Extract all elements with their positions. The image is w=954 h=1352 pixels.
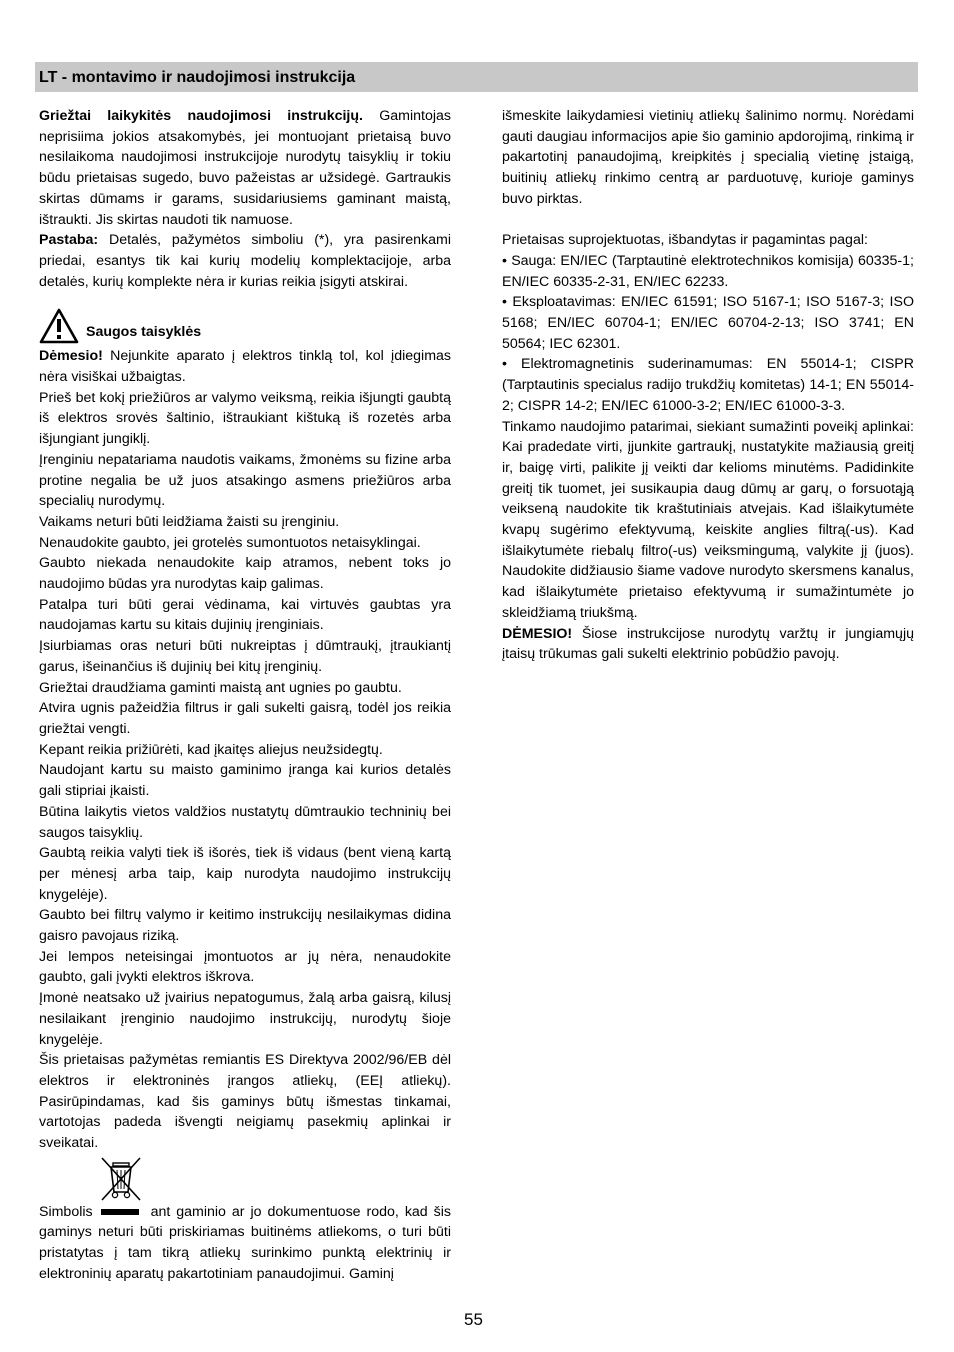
weee-symbol-row xyxy=(39,1156,451,1202)
safety-title: Saugos taisyklės xyxy=(86,324,202,341)
safety-paragraph: Nenaudokite gaubto, jei grotelės sumontuotos netaisyklingai. xyxy=(39,534,421,551)
safety-paragraph: Įrenginiu nepatariama naudotis vaikams, žmonėms su fizine arba protine negalia be už juos atsakingo asmens priežiūros arba specialių nurodymų. xyxy=(39,451,451,510)
safety-heading xyxy=(39,308,451,346)
safety-paragraph: Naudojant kartu su maisto gaminimo įranga kai kurios detalės gali stipriai įkaisti. xyxy=(39,762,451,800)
safety-paragraph: Gaubtą reikia valyti tiek iš išorės, tiek iš vidaus (bent vieną kartą per mėnesį arba taip, kaip nurodyta naudojimo instrukcijų knygelėje). xyxy=(39,845,451,903)
symbol-paragraph xyxy=(39,1202,451,1285)
warning-bold: DĖMESIO! xyxy=(502,625,573,642)
safety-paragraph: Gaubto niekada nenaudokite kaip atramos, nebent toks jo naudojimo būdas yra nurodytas kaip galimas. xyxy=(39,555,451,593)
standards-bullet: • Eksploatavimas: EN/IEC 61591; ISO 5167-1; ISO 5167-3; ISO 5168; EN/IEC 60704-1; EN/IEC 60704-2-13; ISO 3741; EN 50564; IEC 62301. xyxy=(502,294,914,352)
right-column xyxy=(502,106,914,665)
eco-tips-paragraph: Tinkamo naudojimo patarimai, siekiant sumažinti poveikį aplinkai: Kai pradedate virti, įjunkite gartraukį, nustatykite mažiausią greitį ir, baigę virti, palikite jį veikti dar kelioms minutėms. Padidinkite greitį tik tuomet, jei susikaupia daug dūmų ar garų, o forsuotąją veikseną naudokite tik kraštutiniais atvejais. Kad išlaikytumėte kvapų sugėrimo efektyvumą, keiskite anglies filtrą(-us). Kad išlaikytumėte riebalų filtro(-us) veiksmingumą, valykite jį (juos). Naudokite didžiausio šiame vadove nurodyto skersmens kanalus, kad išlaikytumėte prietaiso efektyvumą ir sumažintumėte jo skleidžiamą triukšmą. xyxy=(502,418,914,621)
attention-text: Nejunkite aparato į elektros tinklą tol, kol įdiegimas nėra visiškai užbaigtas. xyxy=(39,348,451,386)
standards-intro: Prietaisas suprojektuotas, išbandytas ir pagamintas pagal: xyxy=(502,232,868,249)
safety-paragraph: Atvira ugnis pažeidžia filtrus ir gali sukelti gaisrą, todėl jos reikia griežtai vengti. xyxy=(39,700,451,737)
warning-text: Šiose instrukcijose nurodytų varžtų ir jungiamųjų įtaisų trūkumas gali sukelti elektrinio pobūdžio pavojų. xyxy=(502,625,914,663)
crossed-bin-icon xyxy=(99,1156,143,1202)
black-bar-icon xyxy=(101,1209,139,1215)
safety-paragraph: Būtina laikytis vietos valdžios nustatytų dūmtraukio techninių bei saugos taisyklių. xyxy=(39,803,451,841)
standards-bullet: • Elektromagnetinis suderinamumas: EN 55014-1; CISPR (Tarptautinis specialus radijo trukdžių komitetas) 14-1; EN 55014-2; CISPR 14-2; EN/IEC 61000-3-2; EN/IEC 61000-3-3. xyxy=(502,356,914,414)
page-number: 55 xyxy=(464,1310,483,1329)
intro-text: Gamintojas neprisiima jokios atsakomybės, jei montuojant prietaisą buvo nesilaikoma naudojimosi instrukcijoje nurodytų taisyklių ir tokiu būdu prietaisas sugedo, buvo pažeistas ar užsidegė. Gartraukis skirtas dūmams ir garams, susidariusiems gaminant maistą, ištraukti. Jis skirtas naudoti tik namuose. xyxy=(39,108,451,228)
safety-paragraph: Kepant reikia prižiūrėti, kad įkaitęs aliejus neužsidegtų. xyxy=(39,741,383,758)
standards-bullet: • Sauga: EN/IEC (Tarptautinė elektrotechnikos komisija) 60335-1; EN/IEC 60335-2-31, EN/IEC 62233. xyxy=(502,252,914,290)
warning-triangle-icon xyxy=(39,308,79,344)
note-paragraph xyxy=(39,230,451,292)
safety-paragraph: Gaubto bei filtrų valymo ir keitimo instrukcijų nesilaikymas didina gaisro pavojaus riziką. xyxy=(39,907,451,945)
safety-paragraph: Įsiurbiamas oras neturi būti nukreiptas į dūmtraukį, įtraukiantį garus, išeinančius iš dujinių bei kitų įrenginių. xyxy=(39,638,451,675)
warning-paragraph xyxy=(502,624,914,665)
attention-paragraph xyxy=(39,346,451,387)
safety-paragraph: Jei lempos neteisingai įmontuotos ar jų nėra, nenaudokite gaubto, gali įvykti elektros iškrova. xyxy=(39,948,451,986)
section-title: LT - montavimo ir naudojimosi instrukcija xyxy=(39,69,356,86)
symbol-text: ant gaminio ar jo dokumentuose rodo, kad šis gaminys neturi būti priskiriamas buitinėms atliekoms, o turi būti pristatytas į tam tikrą atliekų surinkimo punktą elektrinių ir elektroninių aparatų pakartotiniam panaudojimui. Gaminį xyxy=(39,1203,451,1282)
attention-bold: Dėmesio! xyxy=(39,348,103,365)
note-bold: Pastaba: xyxy=(39,232,99,249)
safety-paragraph: Prieš bet kokį priežiūros ar valymo veiksmą, reikia išjungti gaubtą iš elektros srovės šaltinio, ištraukiant kištuką iš rozetės arba išjungiant jungiklį. xyxy=(39,389,451,448)
safety-paragraph: Griežtai draudžiama gaminti maistą ant ugnies po gaubtu. xyxy=(39,679,402,696)
disposal-paragraph: išmeskite laikydamiesi vietinių atliekų šalinimo normų. Norėdami gauti daugiau informacijos apie šio gaminio apdorojimą, rinkimą ir pakartotinį panaudojimą, kreipkitės į specialią vietinę įstaigą, buitinių atliekų rinkimo centrą ar parduotuvę, kurioje gaminys buvo pirktas. xyxy=(502,108,914,207)
left-column xyxy=(39,106,451,1285)
safety-paragraph: Patalpa turi būti gerai vėdinama, kai virtuvės gaubtas yra naudojamas kartu su kitais dujinių įrenginiais. xyxy=(39,596,451,634)
weee-directive-paragraph: Šis prietaisas pažymėtas remiantis ES Direktyva 2002/96/EB dėl elektros ir elektroninės įrangos atliekų, (EEĮ atliekų). Pasirūpindamas, kad šis gaminys būtų išmestas tinkamai, vartotojas padeda išvengti neigiamų pasekmių aplinkai ir sveikatai. xyxy=(39,1052,451,1152)
section-header xyxy=(35,62,918,92)
intro-bold: Griežtai laikykitės naudojimosi instrukcijų. xyxy=(39,108,363,124)
safety-paragraph: Įmonė neatsako už įvairius nepatogumus, žalą arba gaisrą, kilusį nesilaikant įrenginio naudojimo instrukcijų, nurodytų šioje knygelėje. xyxy=(39,990,451,1048)
symbol-word: Simbolis xyxy=(39,1203,93,1220)
note-text: Detalės, pažymėtos simboliu (*), yra pasirenkami priedai, esantys tik kai kurių modelių komplektacijoje, arba detalės, kurių komplekte nėra ir kurias reikia įsigyti atskirai. xyxy=(39,232,451,290)
intro-paragraph xyxy=(39,106,451,230)
safety-paragraph: Vaikams neturi būti leidžiama žaisti su įrenginiu. xyxy=(39,513,340,530)
